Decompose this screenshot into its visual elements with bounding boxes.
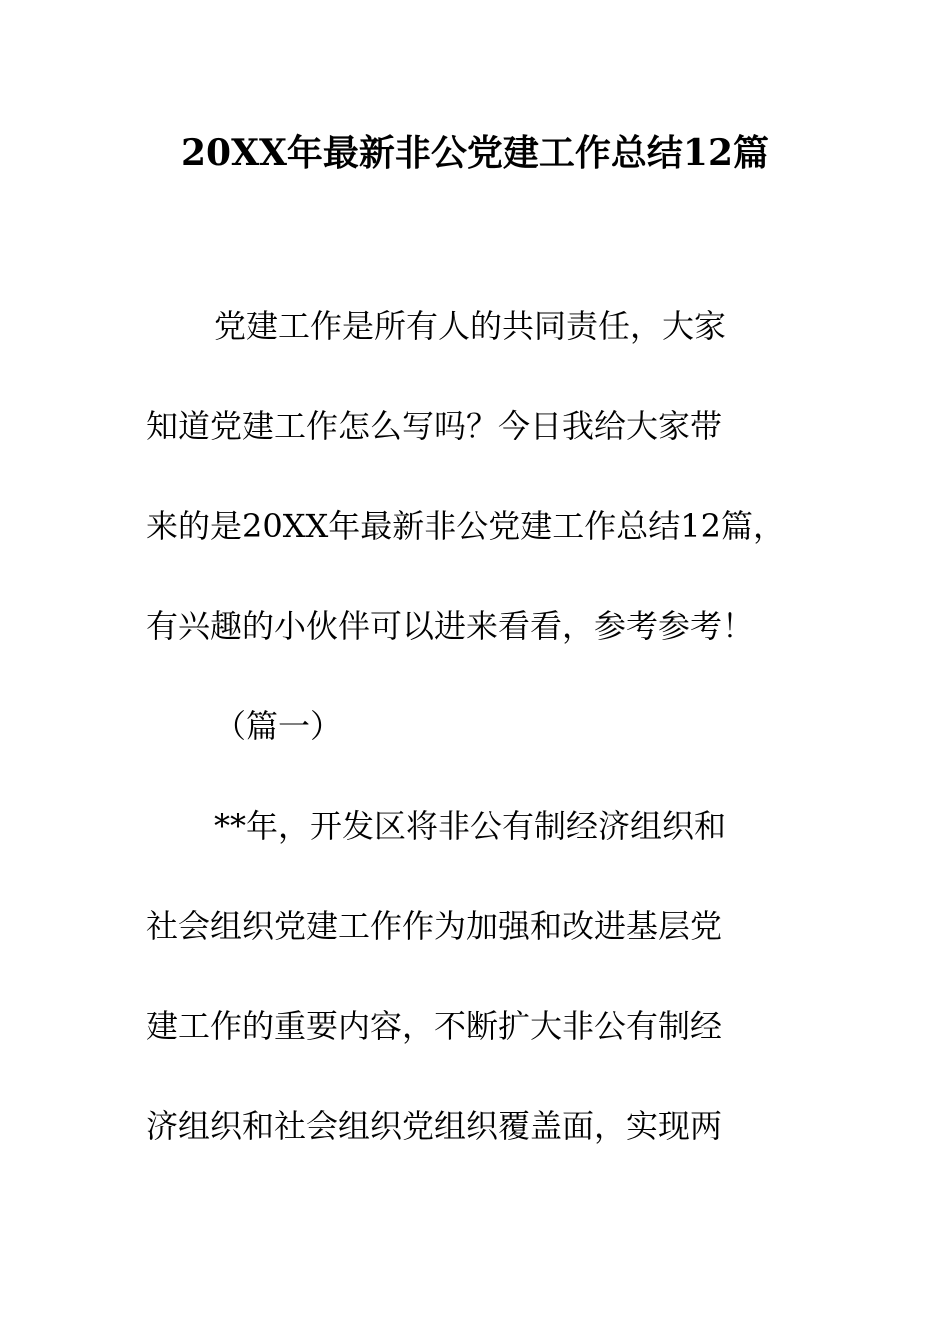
body-line-1: **年，开发区将非公有制经济组织和: [214, 807, 727, 845]
body-line-4: 济组织和社会组织党组织覆盖面，实现两: [146, 1107, 723, 1145]
intro-line-4: 有兴趣的小伙伴可以进来看看，参考参考！: [146, 607, 755, 645]
intro-line-1: 党建工作是所有人的共同责任，大家: [214, 307, 727, 345]
body-line-3: 建工作的重要内容，不断扩大非公有制经: [146, 1007, 723, 1045]
body-line-2: 社会组织党建工作作为加强和改进基层党: [146, 907, 723, 945]
intro-line-3: 来的是20XX年最新非公党建工作总结12篇，: [146, 507, 786, 545]
intro-line-2: 知道党建工作怎么写吗？今日我给大家带: [146, 407, 723, 445]
document-title: 20XX年最新非公党建工作总结12篇: [180, 132, 770, 174]
chapter-heading: （篇一）: [214, 707, 343, 745]
